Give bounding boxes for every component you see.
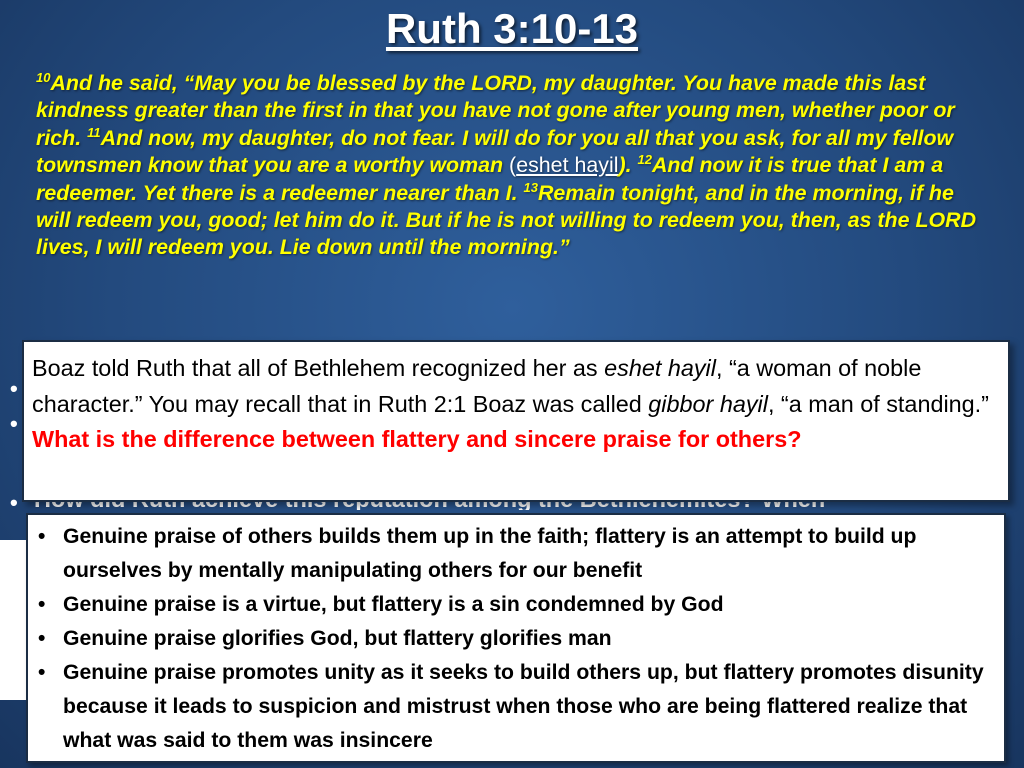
- verse-text: And now, my daughter, do not fear. I will do for you all that you ask, for all my fellow townsmen know that you are a worthy woman: [36, 125, 954, 178]
- callout-term: eshet hayil: [604, 355, 716, 381]
- hebrew-term-link: eshet hayil: [516, 153, 619, 178]
- hebrew-open: (: [503, 153, 517, 178]
- answer-text: Genuine praise promotes unity as it seeks to build others up, but flattery promotes disunity because it leads to suspicion and mistrust when those who are being flattered realize that what was said to them was insincere: [63, 661, 984, 752]
- slide-title: Ruth 3:10-13: [385, 5, 639, 52]
- list-item: [38, 588, 992, 622]
- bullet-icon: •: [38, 661, 46, 684]
- verse-number: 10: [36, 70, 51, 85]
- answer-text: Genuine praise is a virtue, but flattery is a sin condemned by God: [63, 593, 724, 616]
- callout-text: , “a woman of noble character.” You may recall that in Ruth 2:1 Boaz was called: [32, 355, 922, 417]
- callout-text: Boaz told Ruth that all of Bethlehem recognized her as: [32, 355, 605, 381]
- verse-text: Remain tonight, and in the morning, if he will redeem you, good; let him do it. But if he is not willing to redeem you, then, as the LORD lives, I will redeem you. Lie down until the morning.”: [36, 180, 977, 260]
- hidden-bullet-icon: •: [10, 490, 18, 515]
- verse-text: And now it is true that I am a redeemer. Yet there is a redeemer nearer than I.: [36, 153, 944, 205]
- list-item: [38, 520, 992, 588]
- bullet-icon: •: [38, 627, 46, 650]
- callout-term: gibbor hayil: [648, 390, 768, 417]
- list-item: [38, 656, 992, 758]
- list-item: [38, 622, 992, 656]
- answer-text: Genuine praise glorifies God, but flattery glorifies man: [63, 627, 612, 650]
- scripture-passage: [36, 70, 986, 262]
- verse-number: 11: [87, 124, 101, 140]
- discussion-question: What is the difference between flattery and sincere praise for others?: [32, 426, 802, 452]
- verse-number: 13: [523, 179, 538, 195]
- answer-text: Genuine praise of others builds them up in the faith; flattery is an attempt to build up ourselves by mentally manipulating others for our benefit: [63, 525, 917, 582]
- hidden-panel-edge: [0, 540, 26, 700]
- callout-text: , “a man of standing.”: [767, 390, 989, 417]
- hidden-bullet-icon: •: [10, 411, 18, 436]
- bullet-icon: •: [38, 525, 46, 548]
- verse-text: .: [625, 153, 638, 178]
- answers-callout: [26, 513, 1006, 763]
- discussion-callout: [22, 340, 1010, 502]
- hidden-bullet-icon: •: [10, 376, 18, 401]
- hebrew-close: ): [618, 153, 626, 178]
- verse-text: And he said, “May you be blessed by the LORD, my daughter. You have made this last kindness greater than the first in that you have not gone after young men, whether poor or rich.: [36, 71, 955, 150]
- verse-number: 12: [637, 152, 652, 168]
- bullet-icon: •: [38, 593, 46, 616]
- answers-list: [38, 520, 992, 758]
